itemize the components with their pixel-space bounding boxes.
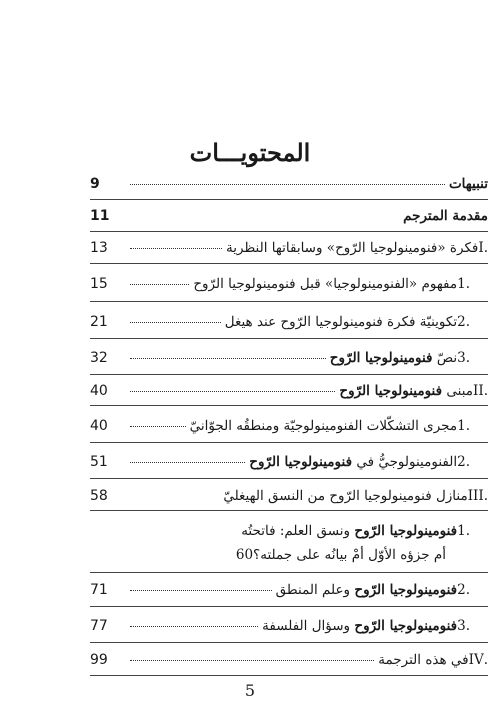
divider [90, 338, 488, 339]
page-number: 5 [244, 681, 256, 700]
toc-entry-title: مقدمة المترجم [403, 208, 488, 224]
toc-entry-title-line2: أم جزؤه الأوّل أمْ بيانُه على جملته؟ [253, 547, 446, 563]
divider [90, 478, 488, 479]
book-title-bold: فنومينولوجيا الرّوح [339, 383, 443, 399]
toc-entry-number: .1 [457, 523, 470, 539]
toc-page-number: 15 [90, 276, 108, 292]
divider [90, 263, 488, 264]
toc-entry-number: .III [467, 488, 488, 504]
toc-entry-title: تكوينيّة فكرة فنومينولوجيا الرّوح عند هيغل [224, 314, 458, 330]
toc-entry-number: .IV [468, 652, 488, 668]
book-title-bold: فنومينولوجيا الرّوح [249, 454, 353, 470]
divider [90, 199, 488, 200]
dot-leader [130, 322, 221, 323]
toc-entry-number: .2 [457, 582, 470, 598]
toc-page-number: 51 [90, 454, 108, 470]
toc-entry-title: وسؤال الفلسفة [262, 618, 351, 634]
toc-entry[interactable] [90, 484, 488, 508]
toc-entry[interactable] [90, 450, 488, 474]
dot-leader [130, 590, 272, 591]
toc-page-number: 99 [90, 652, 108, 668]
book-title-bold: فنومينولوجيا الرّوح [354, 618, 458, 634]
toc-entry-number: .II [473, 383, 488, 399]
toc-entry[interactable] [90, 346, 488, 370]
toc-entry-number: .I [478, 240, 488, 256]
toc-page-number: 21 [90, 314, 108, 330]
divider [90, 442, 488, 443]
dot-leader [130, 284, 189, 285]
divider [90, 572, 488, 573]
toc-entry-title: في هذه الترجمة [378, 652, 469, 668]
toc-entry[interactable] [90, 578, 488, 602]
divider [90, 606, 488, 607]
dot-leader [130, 391, 335, 392]
divider [90, 231, 488, 232]
toc-entry[interactable] [90, 414, 488, 438]
toc-page-number: 13 [90, 240, 108, 256]
dot-leader [130, 660, 374, 661]
divider [90, 675, 488, 676]
book-title-bold: فنومينولوجيا الرّوح [329, 350, 433, 366]
toc-entry-number: .1 [457, 276, 470, 292]
toc-page-number: 32 [90, 350, 108, 366]
toc-entry-number: .3 [457, 618, 470, 634]
toc-entry-number: .2 [457, 314, 470, 330]
toc-entry-title: نصّ [436, 350, 458, 366]
toc-entry[interactable] [90, 272, 488, 296]
toc-page-number: 77 [90, 618, 108, 634]
toc-entry-title: فكرة «فنومينولوجيا الرّوح» وسابقاتها النظرية [226, 240, 479, 256]
dot-leader [130, 426, 186, 427]
toc-entry[interactable] [90, 172, 488, 196]
divider [90, 405, 488, 406]
book-title-bold: فنومينولوجيا الرّوح [354, 582, 458, 598]
divider [90, 374, 488, 375]
toc-page-number: 11 [90, 208, 110, 224]
divider [90, 642, 488, 643]
toc-entry[interactable] [90, 310, 488, 334]
toc-entry-number: .3 [457, 350, 470, 366]
toc-entry-title: تنبيهات [448, 176, 488, 192]
dot-leader [130, 248, 222, 249]
toc-entry-title: منازل فنومينولوجيا الرّوح من النسق الهيغليّ [223, 488, 468, 504]
dot-leader [130, 462, 245, 463]
toc-entry[interactable] [90, 236, 488, 260]
toc-entry-title: ونسق العلم: فاتحتُه [241, 523, 351, 539]
toc-entry[interactable] [90, 648, 488, 672]
page-title: المحتويـــات [189, 138, 311, 167]
toc-page-number: 40 [90, 383, 108, 399]
toc-entry[interactable] [90, 379, 488, 403]
dot-leader [130, 358, 326, 359]
toc-page-number: 58 [90, 488, 108, 504]
toc-page-number: 9 [90, 176, 100, 192]
toc-page-number: 60 [235, 547, 254, 563]
toc-entry[interactable] [90, 614, 488, 638]
book-title-bold: فنومينولوجيا الرّوح [354, 523, 458, 539]
dot-leader [130, 184, 445, 185]
toc-entry-title: مبنى [446, 383, 474, 399]
toc-entry-number: .1 [457, 418, 470, 434]
toc-entry-title: مفهوم «الفنومينولوجيا» قبل فنومينولوجيا الرّوح [193, 276, 458, 292]
toc-page-number: 71 [90, 582, 108, 598]
toc-page-number: 40 [90, 418, 108, 434]
divider [90, 301, 488, 302]
dot-leader [130, 626, 258, 627]
toc-entry-title: وعلم المنطق [275, 582, 351, 598]
divider [90, 510, 488, 511]
toc-entry-continuation [90, 543, 488, 567]
toc-entry-title: الفنومينولوجيُّ في [356, 454, 458, 470]
toc-entry[interactable] [90, 204, 488, 228]
toc-entry-title: مجرى التشكّلات الفنومينولوجيّة ومنطقُه الجوّانيّ [189, 418, 458, 434]
toc-entry-number: .2 [457, 454, 470, 470]
toc-entry[interactable] [90, 519, 488, 543]
